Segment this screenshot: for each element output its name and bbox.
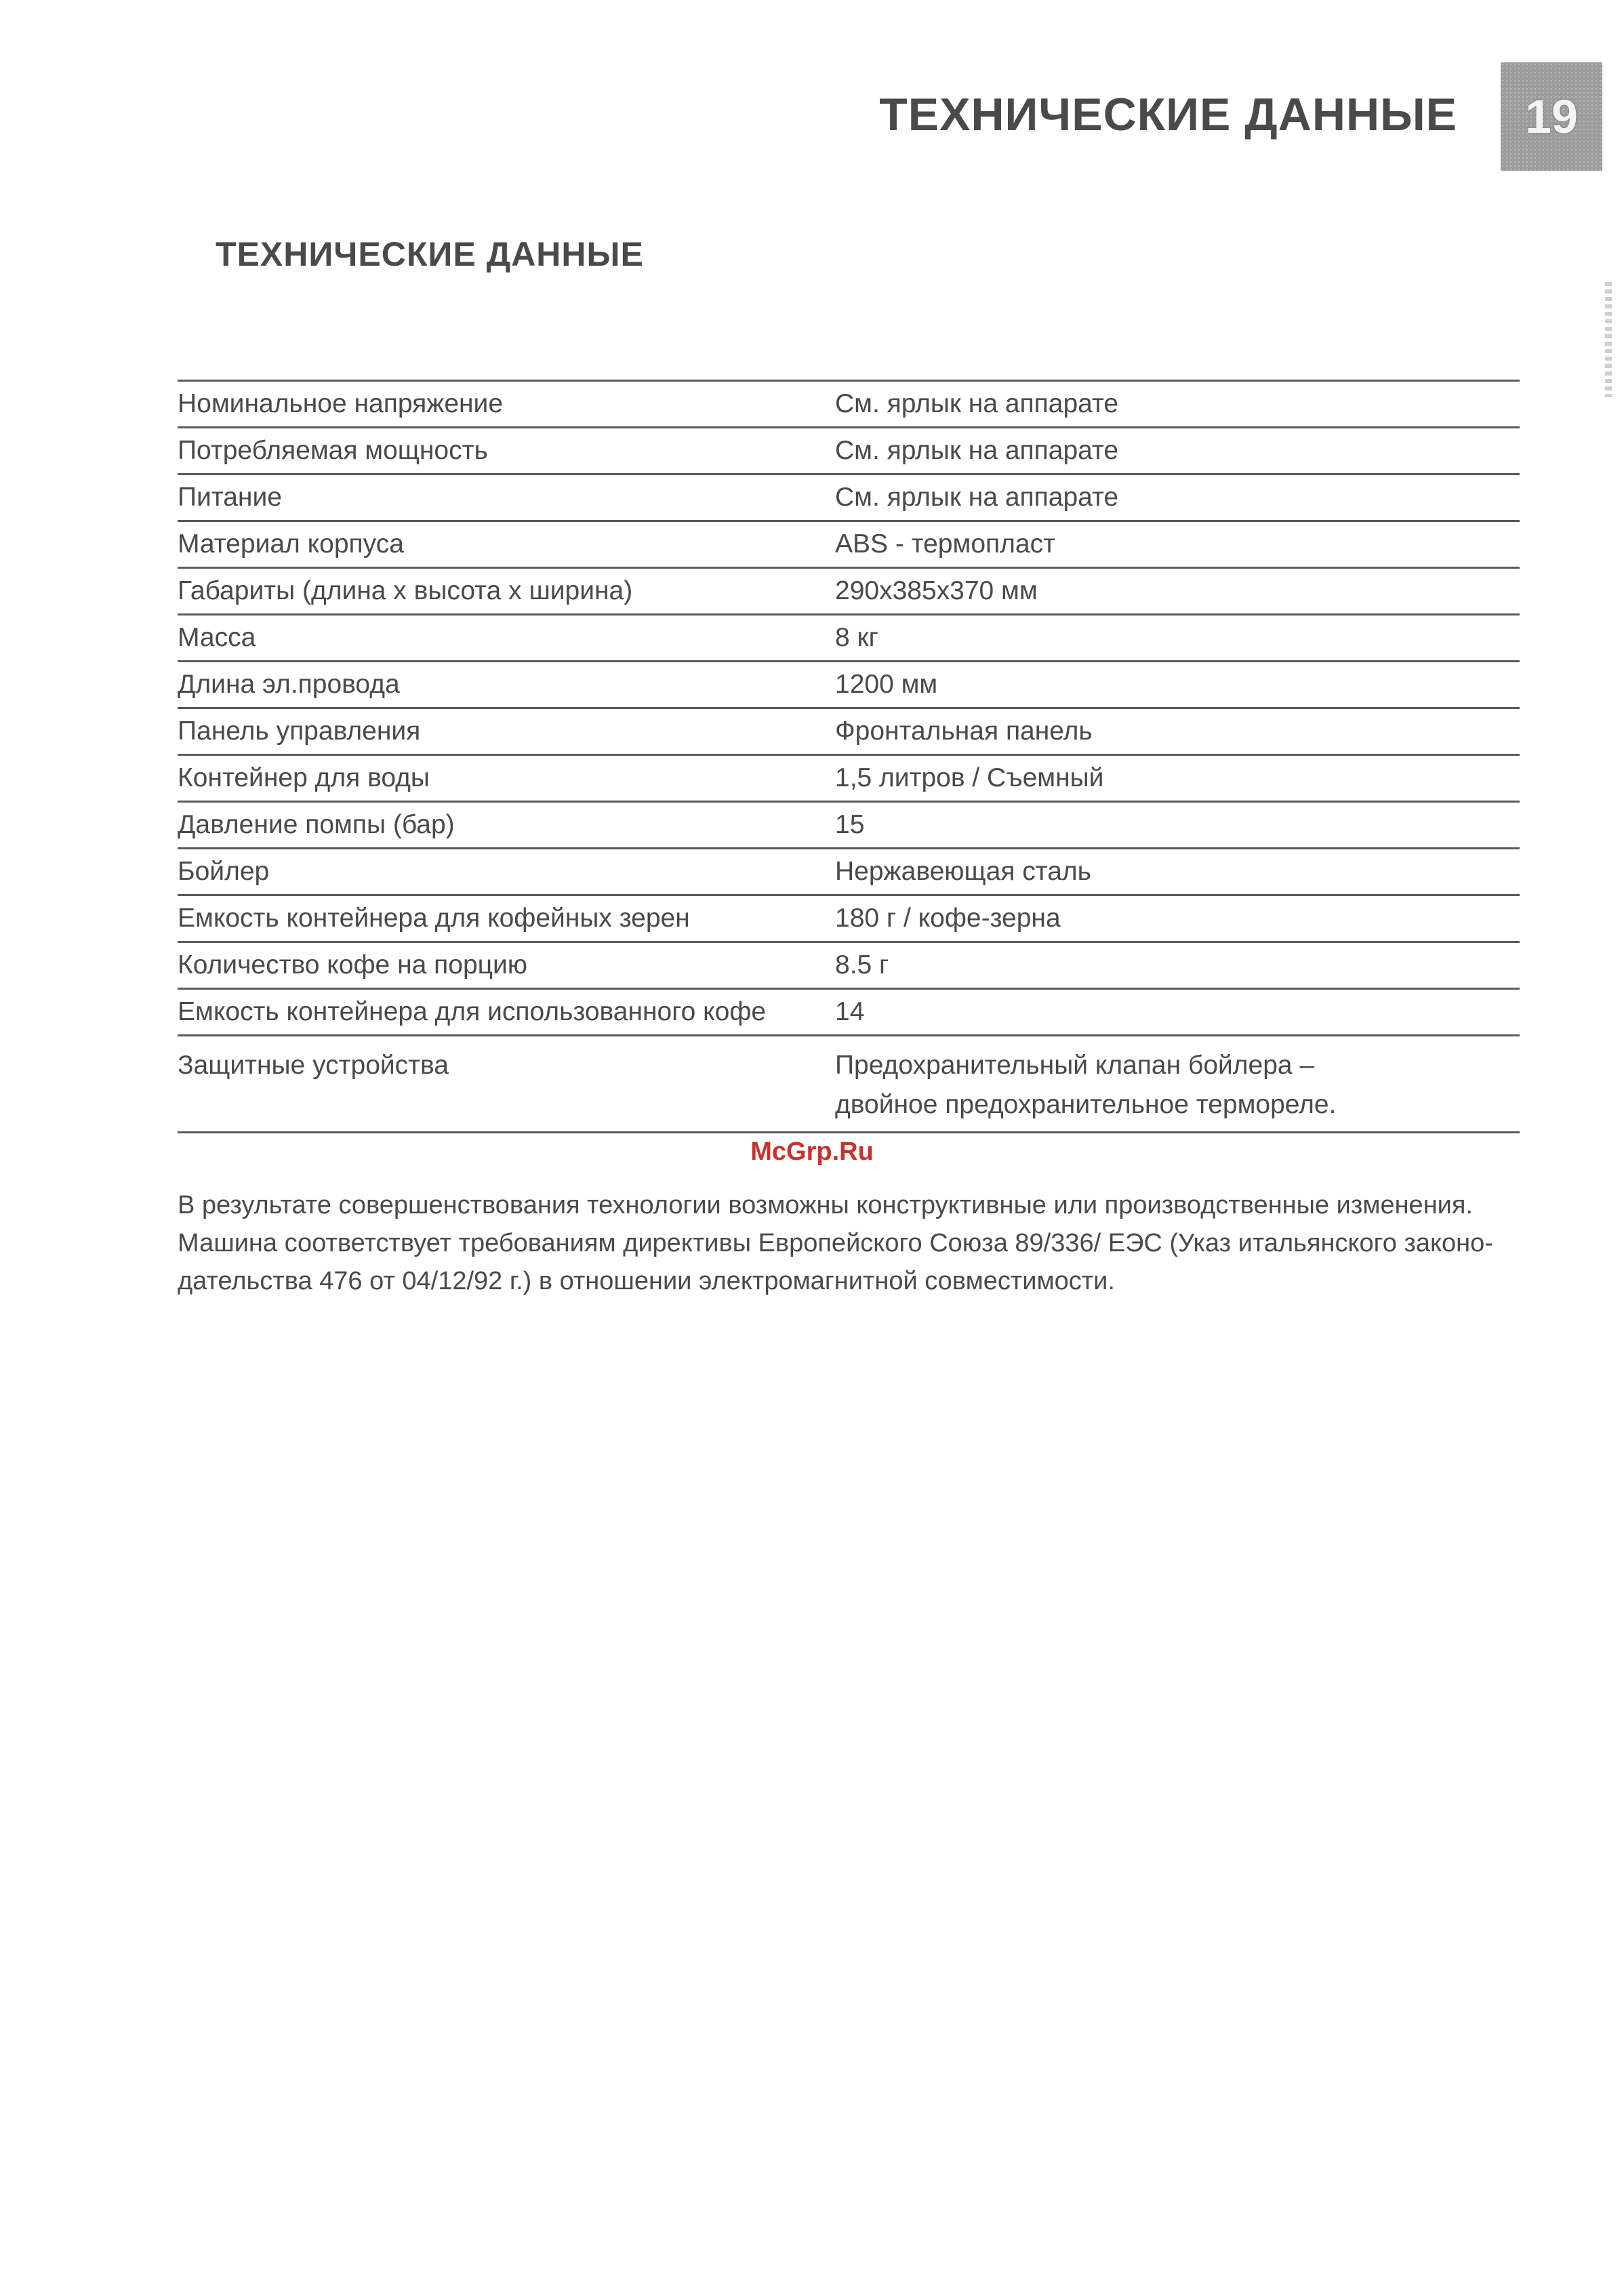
table-row [178, 849, 1520, 895]
spec-key: Давление помпы (бар) [178, 809, 455, 839]
spec-key: Масса [178, 622, 256, 652]
footnote-line: Машина соответствует требованиям директивы Европейского Союза 89/336/ ЕЭС (Указ итальянского законо- [178, 1229, 1493, 1257]
spec-value: 8 кг [835, 622, 878, 652]
spec-key: Количество кофе на порцию [178, 950, 528, 979]
page-edge-mark [1605, 282, 1612, 397]
table-row [178, 1036, 1520, 1133]
spec-value: 1200 мм [835, 669, 938, 699]
spec-value: 15 [835, 809, 865, 839]
spec-value: 14 [835, 996, 865, 1026]
table-row [178, 521, 1520, 568]
table-row [178, 989, 1520, 1036]
spec-value: См. ярлык на аппарате [835, 435, 1119, 465]
spec-value: 1,5 литров / Съемный [835, 763, 1104, 792]
spec-key: Защитные устройства [178, 1051, 449, 1080]
table-row [178, 708, 1520, 755]
spec-value: См. ярлык на аппарате [835, 482, 1119, 512]
table-row [178, 381, 1520, 428]
spec-key: Потребляемая мощность [178, 435, 488, 465]
spec-key: Материал корпуса [178, 529, 404, 559]
spec-value: ABS - термопласт [835, 529, 1055, 559]
spec-key: Габариты (длина x высота x ширина) [178, 575, 633, 605]
spec-value: 180 г / кофе-зерна [835, 903, 1061, 933]
running-header-title: ТЕХНИЧЕСКИЕ ДАННЫЕ [879, 89, 1457, 140]
spec-key: Питание [178, 482, 282, 512]
spec-key: Панель управления [178, 716, 421, 746]
spec-key: Емкость контейнера для использованного кофе [178, 996, 767, 1026]
table-row [178, 802, 1520, 849]
spec-key: Номинальное напряжение [178, 388, 504, 418]
spec-value: Нержавеющая сталь [835, 856, 1091, 886]
spec-value: См. ярлык на аппарате [835, 388, 1119, 418]
spec-key: Длина эл.провода [178, 669, 400, 699]
spec-key: Емкость контейнера для кофейных зерен [178, 903, 690, 933]
footnote-line: В результате совершенствования технологии возможны конструктивные или производственные изменения. [178, 1191, 1474, 1219]
table-row [178, 942, 1520, 989]
spec-value-line: Предохранительный клапан бойлера – [835, 1051, 1315, 1080]
table-row [178, 474, 1520, 521]
spec-value: 8.5 г [835, 950, 889, 979]
spec-key: Контейнер для воды [178, 763, 430, 792]
footnote [178, 1186, 1526, 1300]
table-row [178, 895, 1520, 942]
footnote-paragraph [178, 1186, 1526, 1300]
table-row [178, 662, 1520, 708]
spec-value [835, 1036, 1520, 1133]
spec-table [178, 380, 1520, 1133]
spec-value: Фронтальная панель [835, 716, 1093, 746]
table-row [178, 568, 1520, 615]
page-number-badge [1501, 62, 1602, 171]
table-row [178, 615, 1520, 662]
section-heading: ТЕХНИЧЕСКИЕ ДАННЫЕ [216, 235, 644, 273]
spec-value-line: двойное предохранительное термореле. [835, 1090, 1337, 1119]
page-number: 19 [1525, 90, 1578, 143]
table-row [178, 755, 1520, 802]
spec-value: 290x385x370 мм [835, 575, 1038, 605]
table-row [178, 428, 1520, 474]
footnote-line: дательства 476 от 04/12/92 г.) в отношении электромагнитной совместимости. [178, 1267, 1115, 1295]
watermark: McGrp.Ru [750, 1137, 874, 1166]
spec-key: Бойлер [178, 856, 270, 886]
